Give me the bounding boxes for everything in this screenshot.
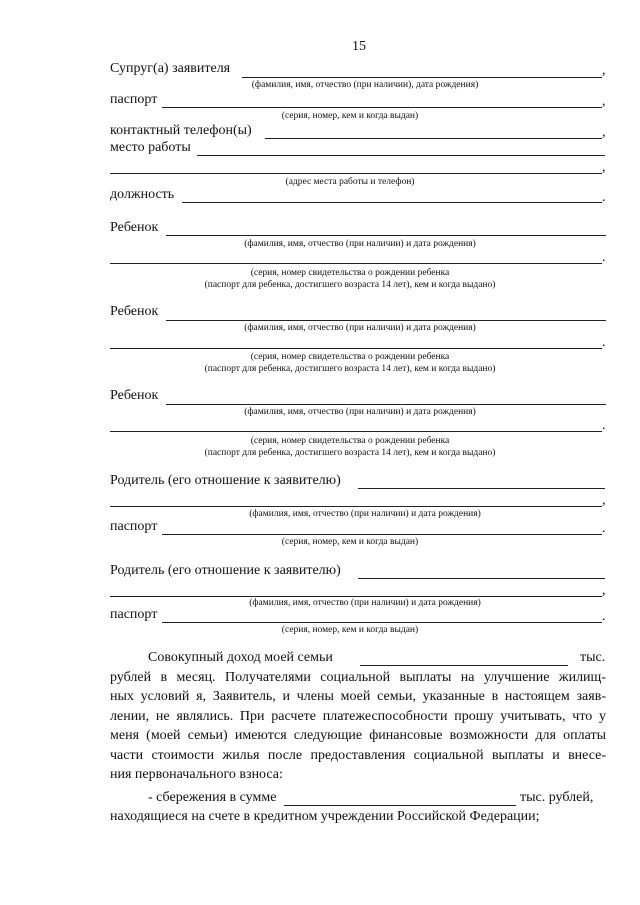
parent-1-relation-field[interactable] [358,488,605,489]
child-1-name-hint: (фамилия, имя, отчество (при наличии) и дата рождения) [244,239,476,249]
paragraph-line: рублей в месяц. Получателями социальной выплаты на улучшение жилищ- [110,670,606,685]
parent-2-passport-field[interactable] [162,622,602,623]
comma: , [602,94,606,109]
child-3-name-hint: (фамилия, имя, отчество (при наличии) и дата рождения) [244,407,476,417]
spouse-work-label: место работы [110,140,191,155]
period: . [602,190,606,205]
spouse-passport-field[interactable] [162,107,602,108]
comma: , [602,583,606,598]
spouse-passport-hint: (серия, номер, кем и когда выдан) [281,111,419,121]
spouse-work-hint: (адрес места работы и телефон) [285,177,415,187]
comma: , [602,493,606,508]
spouse-name-hint: (фамилия, имя, отчество (при наличии), дата рождения) [251,80,479,90]
paragraph-line: лении, не являлись. При расчете платежеспособности прошу учитывать, что у [110,708,606,724]
parent-2-passport-label: паспорт [110,607,158,622]
parent-2-relation-field[interactable] [358,578,605,579]
child-3-doc-field[interactable] [110,431,602,432]
child-1-doc-hint-1: (серия, номер свидетельства о рождении ребенка [250,268,450,278]
parent-2-label: Родитель (его отношение к заявителю) [110,563,341,578]
child-2-name-field[interactable] [166,320,606,321]
child-2-label: Ребенок [110,304,159,319]
child-2-doc-field[interactable] [110,348,602,349]
child-1-name-field[interactable] [166,235,606,236]
spouse-position-field[interactable] [182,202,602,203]
parent-1-label: Родитель (его отношение к заявителю) [110,473,341,488]
savings-tail: находящиеся на счете в кредитном учреждении Российской Федерации; [110,809,540,824]
period: . [602,609,606,624]
parent-2-name-field[interactable] [110,596,602,597]
child-3-doc-hint-2: (паспорт для ребенка, достигшего возраста 14 лет), кем и когда выдано) [204,448,496,458]
comma: , [602,125,606,140]
paragraph-line: части стоимости жилья после предоставления социальной выплаты и внесе- [110,747,606,763]
comma: , [602,160,606,175]
spouse-label: Супруг(а) заявителя [110,61,231,76]
parent-2-passport-hint: (серия, номер, кем и когда выдан) [281,625,419,635]
period: . [602,335,606,350]
savings-unit: тыс. рублей, [520,790,594,805]
parent-1-name-field[interactable] [110,506,602,507]
spouse-phone-label: контактный телефон(ы) [110,123,252,138]
child-3-label: Ребенок [110,388,159,403]
parent-1-passport-label: паспорт [110,519,158,534]
period: . [602,250,606,265]
child-3-doc-hint-1: (серия, номер свидетельства о рождении ребенка [250,436,450,446]
child-1-label: Ребенок [110,220,159,235]
child-1-doc-hint-2: (паспорт для ребенка, достигшего возраста 14 лет), кем и когда выдано) [204,280,496,290]
income-paragraph [110,668,606,784]
child-2-doc-hint-2: (паспорт для ребенка, достигшего возраста 14 лет), кем и когда выдано) [204,364,496,374]
parent-1-passport-hint: (серия, номер, кем и когда выдан) [281,537,419,547]
child-1-doc-field[interactable] [110,263,602,264]
paragraph-line: меня (моей семьи) имеются следующие финансовые возможности для оплаты [110,728,606,744]
child-2-name-hint: (фамилия, имя, отчество (при наличии) и дата рождения) [244,323,476,333]
parent-1-name-hint: (фамилия, имя, отчество (при наличии) и дата рождения) [249,509,481,519]
savings-amount-field[interactable] [284,805,516,806]
period: . [602,418,606,433]
period: . [602,521,606,536]
savings-lead: - сбережения в сумме [148,790,277,805]
page-number: 15 [352,39,366,54]
spouse-work-field-2[interactable] [110,173,602,174]
spouse-phone-field[interactable] [265,138,602,139]
income-lead: Совокупный доход моей семьи [148,650,333,665]
income-amount-field[interactable] [360,665,568,666]
paragraph-line: ных условий я, Заявитель, и члены моей семьи, указанные в настоящем заяв- [110,689,606,705]
spouse-position-label: должность [110,187,175,202]
child-3-name-field[interactable] [166,404,606,405]
comma: , [602,63,606,78]
paragraph-line: ния первоначального взноса: [110,767,283,783]
spouse-passport-label: паспорт [110,92,158,107]
parent-1-passport-field[interactable] [162,534,602,535]
parent-2-name-hint: (фамилия, имя, отчество (при наличии) и дата рождения) [249,598,481,608]
income-unit: тыс. [580,650,606,665]
spouse-work-field[interactable] [197,155,605,156]
child-2-doc-hint-1: (серия, номер свидетельства о рождении ребенка [250,352,450,362]
spouse-name-field[interactable] [242,77,602,78]
